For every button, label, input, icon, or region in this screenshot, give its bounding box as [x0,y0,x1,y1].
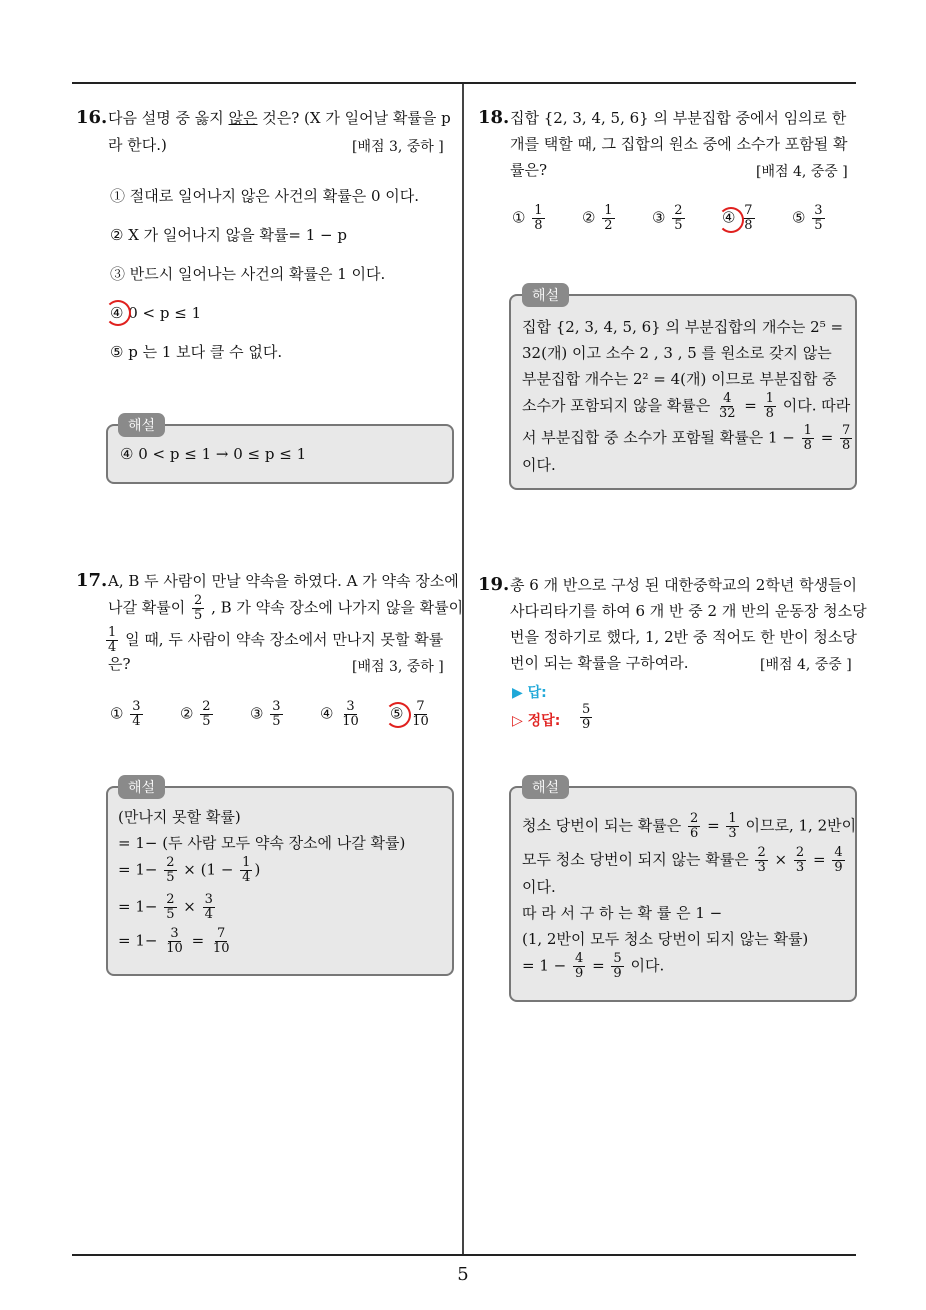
question-text: 나갈 확률이 $\frac{2}{5}$ , B 가 약속 장소에 나가지 않을 확률이 [108,593,464,623]
solution-text: = 1− $\frac{2}{5}$ × (1 − $\frac{1}{4}$ ) [118,855,261,885]
grade-label: [배점 4, 중중 ] [760,657,852,673]
solution-tag: 해설 [522,775,569,799]
answer-circle-icon [105,300,131,326]
choice-5[interactable]: ⑤ $\frac{7}{10}$ [390,699,429,729]
solution-text: 청소 당번이 되는 확률은 $\frac{2}{6}$ = $\frac{1}{3}$ 이므로, 1, 2반이 [522,811,857,841]
solution-text: 32(개) 이고 소수 2 , 3 , 5 를 원소로 갖지 않는 [522,344,832,362]
grade-label: [배점 3, 중하 ] [352,139,444,155]
solution-tag: 해설 [118,413,165,437]
correct-answer-label: ▷ 정답: [512,713,561,729]
choice-5[interactable]: ⑤ p 는 1 보다 클 수 없다. [110,343,283,361]
choice-4[interactable]: ④ $\frac{7}{8}$ [722,203,753,233]
solution-text: 이다. [522,878,556,896]
solution-text: 서 부분집합 중 소수가 포함될 확률은 1 − $\frac{1}{8}$ = $\frac{7}{8}$ [522,423,851,453]
choice-4[interactable]: ④ $\frac{3}{10}$ [320,699,359,729]
solution-text: = 1− $\frac{2}{5}$ × $\frac{3}{4}$ [118,892,213,922]
page-number: 5 [457,1264,469,1285]
choice-3[interactable]: ③ 반드시 일어나는 사건의 확률은 1 이다. [110,265,386,283]
solution-text: 소수가 포함되지 않을 확률은 $\frac{4}{32}$ = $\frac{1}{8}$ 이다. 따라 [522,391,851,421]
answer-field-label[interactable]: ▶ 답: [512,685,547,701]
question-text: A, B 두 사람이 만날 약속을 하였다. A 가 약속 장소에 [108,572,459,590]
grade-label: [배점 4, 중중 ] [756,164,848,180]
solution-tag: 해설 [118,775,165,799]
column-divider [462,84,464,1254]
choice-3[interactable]: ③ $\frac{3}{5}$ [250,699,281,729]
solution-text: ④ 0 < p ≤ 1 → 0 ≤ p ≤ 1 [120,445,307,463]
question-number: 19. [478,574,510,595]
choice-5[interactable]: ⑤ $\frac{3}{5}$ [792,203,823,233]
choice-4[interactable]: ④ 0 < p ≤ 1 [110,304,202,322]
question-text: 사다리타기를 하여 6 개 반 중 2 개 반의 운동장 청소당 [510,602,867,620]
solution-text: 집합 {2, 3, 4, 5, 6} 의 부분집합의 개수는 2⁵ = [522,318,844,336]
question-text: 총 6 개 반으로 구성 된 대한중학교의 2학년 학생들이 [510,576,858,594]
answer-circle-icon [385,702,411,728]
question-text: 번이 되는 확률을 구하여라. [510,654,689,672]
question-text: 개를 택할 때, 그 집합의 원소 중에 소수가 포함될 확 [510,135,848,153]
answer-circle-icon [718,207,744,233]
question-number: 18. [478,107,510,128]
bottom-rule [72,1254,856,1256]
solution-text: (1, 2반이 모두 청소 당번이 되지 않는 확률) [522,930,809,948]
choice-1[interactable]: ① $\frac{3}{4}$ [110,699,141,729]
question-text: 다음 설명 중 옳지 않은 것은? (X 가 일어날 확률을 p [108,109,451,127]
choice-1[interactable]: ① $\frac{1}{8}$ [512,203,543,233]
solution-text: 따 라 서 구 하 는 확 률 은 1 − [522,904,723,922]
choice-2[interactable]: ② $\frac{2}{5}$ [180,699,211,729]
question-text: 라 한다.) [108,136,167,154]
question-text: 은? [108,655,131,673]
question-text: 번을 정하기로 했다, 1, 2반 중 적어도 한 반이 청소당 [510,628,857,646]
solution-text: = 1− (두 사람 모두 약속 장소에 나갈 확률) [118,834,406,852]
question-text: 집합 {2, 3, 4, 5, 6} 의 부분집합 중에서 임의로 한 [510,109,847,127]
choice-1[interactable]: ① 절대로 일어나지 않은 사건의 확률은 0 이다. [110,187,420,205]
choice-2[interactable]: ② X 가 일어나지 않을 확률= 1 − p [110,226,347,244]
question-text: 률은? [510,161,548,179]
correct-answer-value: $\frac{5}{9}$ [582,702,591,732]
grade-label: [배점 3, 중하 ] [352,659,444,675]
solution-text: 이다. [522,456,556,474]
solution-text: (만나지 못할 확률) [118,808,241,826]
question-text: $\frac{1}{4}$ 일 때, 두 사람이 약속 장소에서 만나지 못할 확률 [108,625,444,655]
solution-text: = 1 − $\frac{4}{9}$ = $\frac{5}{9}$ 이다. [522,951,665,981]
solution-text: 부분집합 개수는 2² = 4(개) 이므로 부분집합 중 [522,370,837,388]
solution-text: = 1− $\frac{3}{10}$ = $\frac{7}{10}$ [118,926,230,956]
question-number: 16. [76,107,108,128]
solution-text: 모두 청소 당번이 되지 않는 확률은 $\frac{2}{3}$ × $\frac{2}{3}$ = $\frac{4}{9}$ [522,845,843,875]
solution-tag: 해설 [522,283,569,307]
top-rule [72,82,856,84]
choice-3[interactable]: ③ $\frac{2}{5}$ [652,203,683,233]
choice-2[interactable]: ② $\frac{1}{2}$ [582,203,613,233]
question-number: 17. [76,570,108,591]
